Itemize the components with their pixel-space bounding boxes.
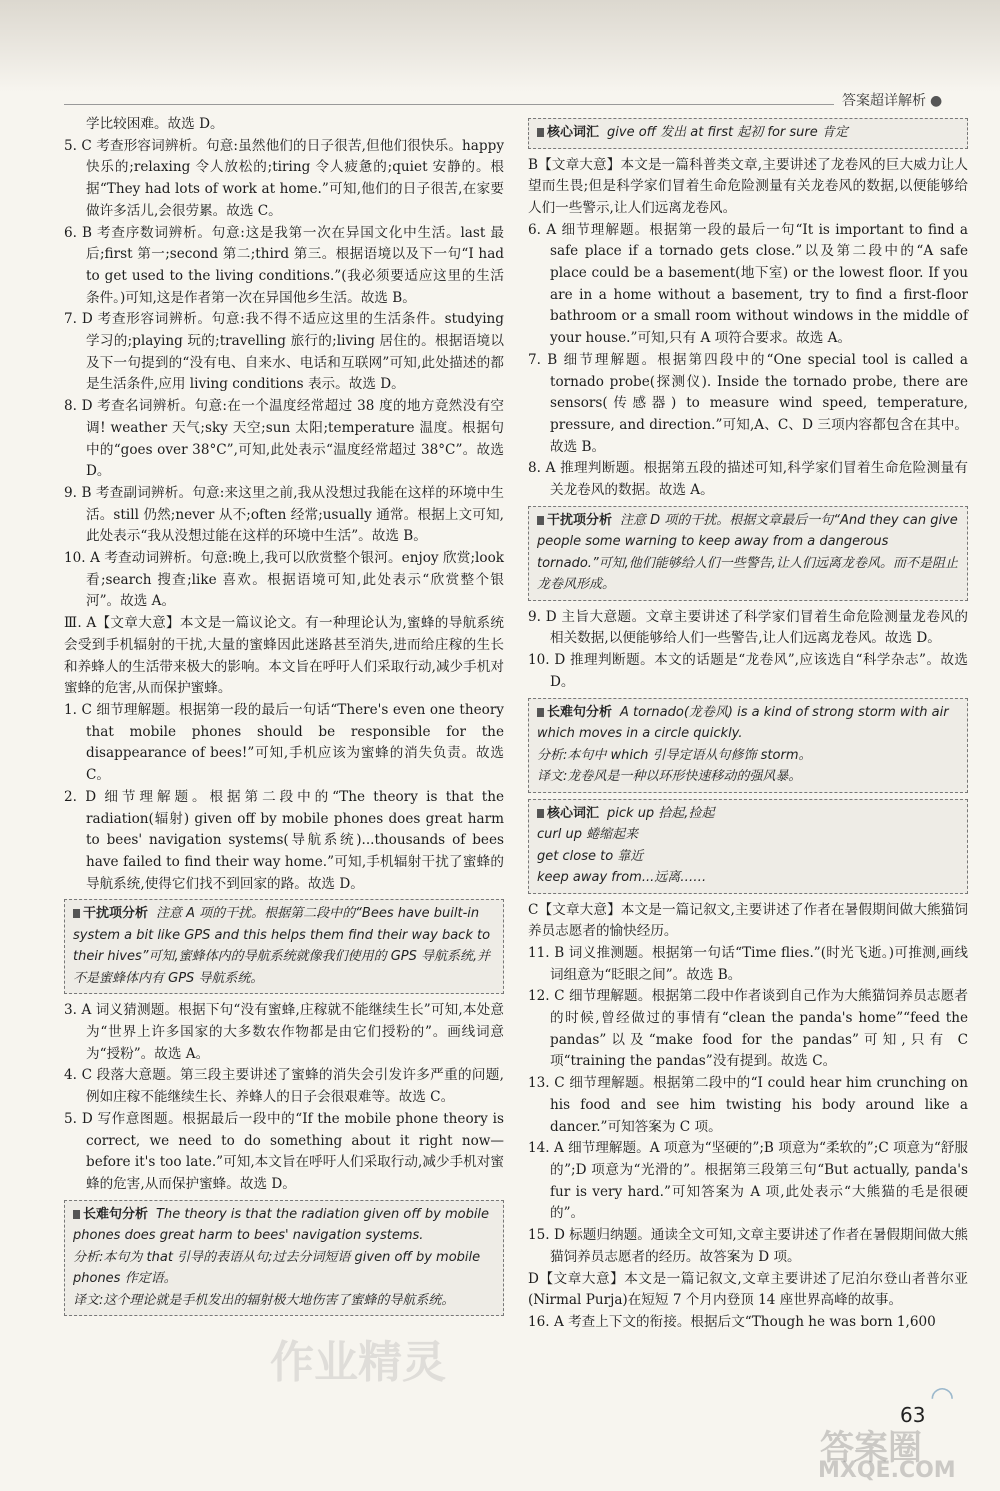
distractor-analysis-box xyxy=(64,899,504,994)
section-a-summary: Ⅲ. A【文章大意】本文是一篇议论文。有一种理论认为,蜜蜂的导航系统会受到手机辐射的干扰,大量的蜜蜂因此迷路甚至消失,进而给庄稼的生长和养蜂人的生活带来极大的影响。本文旨在呼吁人们采取行动,减少手机对蜜蜂的危害,从而保护蜜蜂。 xyxy=(64,615,504,697)
answer-item-6: 6. B 考查序数词辨析。句意:这是我第一次在异国文化中生活。last 最后;first 第一;second 第二;third 第三。根据语境以及下一句“I had to get used to the living conditions.”(我必须要适应这里的生活条件。)可知,这是作者第一次在异国他乡生活。故选 B。 xyxy=(64,224,504,306)
box-title: 核心词汇 xyxy=(537,806,599,821)
core-vocabulary-box xyxy=(528,799,968,894)
left-column xyxy=(64,114,504,1322)
answer-item-c12: 12. C 细节理解题。根据第二段中作者谈到自己作为大熊猫饲养员志愿者的时候,曾经做过的事情有“clean the panda's home”“feed the pandas”以及“make food for the pandas”可知,只有 C 项“training the pandas”没有提到。故选 C。 xyxy=(528,988,968,1070)
answer-item-b7: 7. B 细节理解题。根据第四段中的“One special tool is called a tornado probe(探测仪). Inside the tornado probe, there are sensors(传感器) to measure wind speed, temperature, pressure, and direction.”可知,A、C、D 三项内容都包含在其中。故选 B。 xyxy=(528,351,968,455)
box-title: 核心词汇 xyxy=(537,125,599,140)
vocab-entry: curl up 蜷缩起来 xyxy=(537,827,639,843)
answer-item-b8: 8. A 推理判断题。根据第五段的描述可知,科学家们冒着生命危险测量有关龙卷风的数据。故选 A。 xyxy=(528,460,968,499)
answer-item-b10: 10. D 推理判断题。本文的话题是“龙卷风”,应该选自“科学杂志”。故选 D。 xyxy=(528,652,968,690)
section-c-summary: C【文章大意】本文是一篇记叙文,主要讲述了作者在暑假期间做大熊猫饲养员志愿者的愉快经历。 xyxy=(528,901,968,940)
answer-item-10: 10. A 考查动词辨析。句意:晚上,我可以欣赏整个银河。enjoy 欣赏;look 看;search 搜查;like 喜欢。根据语境可知,此处表示“欣赏整个银河”。故选 A。 xyxy=(64,550,504,610)
answer-item-7: 7. D 考查形容词辨析。句意:我不得不适应这里的生活条件。studying 学习的;playing 玩的;travelling 旅行的;living 居住的。根据语境以及下一句提到的“没有电、自来水、电话和互联网”可知,此处描述的都是生活条件,应用 living conditions 表示。故选 D。 xyxy=(64,311,504,393)
paragraph: 学比较困难。故选 D。 xyxy=(86,116,224,132)
right-column xyxy=(528,114,968,1334)
header-rule xyxy=(64,104,834,105)
section-b-summary: B【文章大意】本文是一篇科普类文章,主要讲述了龙卷风的巨大威力让人望而生畏;但是科学家们冒着生命危险测量有关龙卷风的数据,以便能够给人们一些警示,让人们远离龙卷风。 xyxy=(528,156,968,216)
answer-item-8: 8. D 考查名词辨析。句意:在一个温度经常超过 38 度的地方竟然没有空调! weather 天气;sky 天空;sun 太阳;temperature 温度。根据句中的“goes over 38°C”,可知,此处表示“温度经常超过 38°C”。故选 D。 xyxy=(64,398,504,480)
running-header xyxy=(842,90,962,114)
distractor-analysis-box xyxy=(528,506,968,601)
vocab-entry: keep away from...远离…… xyxy=(537,870,707,886)
vocab-entry: get close to 靠近 xyxy=(537,848,644,864)
answer-item-b6: 6. A 细节理解题。根据第一段的最后一句“It is important to find a safe place if a tornado gets close.”以及第二段中的“A safe place could be a basement(地下室) or the lowest floor. If you are in a home without a basement, try to find a first-floor bathroom or a small room without windows in the middle of your house.”可知,只有 A 项符合要求。故选 A。 xyxy=(528,221,968,347)
vocab-entry: pick up 拾起,捡起 xyxy=(607,805,715,821)
running-header-text: 答案超详解析 xyxy=(842,93,926,109)
answer-item-c11: 11. B 词义推测题。根据第一句话“Time flies.”(时光飞逝。)可推测,画线词组意为“眨眼之间”。故选 B。 xyxy=(528,944,968,983)
box-title: 长难句分析 xyxy=(537,705,612,720)
box-title: 干扰项分析 xyxy=(537,513,612,528)
answer-item-a4: 4. C 段落大意题。第三段主要讲述了蜜蜂的消失会引发许多严重的问题,例如庄稼不能继续生长、养蜂人的日子会很艰难等。故选 C。 xyxy=(64,1067,504,1106)
long-sentence-analysis-box xyxy=(64,1200,504,1317)
answer-item-b9: 9. D 主旨大意题。文章主要讲述了科学家们冒着生命危险测量龙卷风的相关数据,以便能够给人们一些警告,让人们远离龙卷风。故选 D。 xyxy=(528,608,968,647)
answer-item-5: 5. C 考查形容词辨析。句意:虽然他们的日子很苦,但他们很快乐。happy 快乐的;relaxing 令人放松的;tiring 令人疲惫的;quiet 安静的。根据“They had lots of work at home.”可知,他们的日子很苦,在家要做许多活儿,会很劳累。故选 C。 xyxy=(64,137,504,219)
watermark-stamp: 作业精灵 xyxy=(270,1337,446,1388)
answer-item-a1: 1. C 细节理解题。根据第一段的最后一句话“There's even one theory that mobile phones should be responsible for the disappearance of bees!”可知,手机应该为蜜蜂的消失负责。故选 C。 xyxy=(64,701,504,784)
core-vocabulary-box xyxy=(528,118,968,149)
answer-item-d16: 16. A 考查上下文的衔接。根据后文“Though he was born 1,600 xyxy=(528,1313,936,1330)
answer-item-c15: 15. D 标题归纳题。通读全文可知,文章主要讲述了作者在暑假期间做大熊猫饲养员志愿者的经历。故答案为 D 项。 xyxy=(528,1227,968,1265)
section-d-summary: D【文章大意】本文是一篇记叙文,文章主要讲述了尼泊尔登山者普尔亚(Nirmal Purja)在短短 7 个月内登顶 14 座世界高峰的故事。 xyxy=(528,1270,968,1309)
box-analysis: 分析:本句为 that 引导的表语从句;过去分词短语 given off by mobile phones 作定语。 xyxy=(73,1249,481,1287)
answer-item-c14: 14. A 细节理解题。A 项意为“坚硬的”;B 项意为“柔软的”;C 项意为“舒服的”;D 项意为“光滑的”。根据第三段第三句“But actually, panda's fur is very hard.”可知答案为 A 项,此处表示“大熊猫的毛是很硬的”。 xyxy=(528,1140,968,1222)
dolphin-logo-icon: ◠ xyxy=(930,1380,955,1413)
box-title: 长难句分析 xyxy=(73,1207,148,1222)
scan-top-band xyxy=(0,0,1000,92)
watermark-logo: 答案圈 xyxy=(820,1428,922,1468)
answer-item-9: 9. B 考查副词辨析。句意:来这里之前,我从没想过我能在这样的环境中生活。still 仍然;never 从不;often 经常;usually 通常。根据上文可知,此处表示“我从没想过能在这样的环境中生活”。故选 B。 xyxy=(64,484,504,545)
box-title: 干扰项分析 xyxy=(73,906,148,921)
bullet-icon: ● xyxy=(930,93,943,109)
box-text: give off 发出 at first 起初 for sure 肯定 xyxy=(607,125,848,140)
box-sentence: A tornado(龙卷风) is a kind of strong storm with air which moves in a circle quickly. xyxy=(537,704,949,742)
page-number: 63 xyxy=(900,1403,926,1427)
box-text: 注意 D 项的干扰。根据文章最后一句“And they can give people some warning to keep away from a dangerous tornado.”可知,他们能够给人们一些警告,让人们远离龙卷风。而不是阻止龙卷风形成。 xyxy=(537,512,958,593)
answer-item-a2: 2. D 细节理解题。根据第二段中的“The theory is that the radiation(辐射) given off by mobile phones does great harm to bees' navigation systems(导航系统)...thousands of bees have failed to find their way home.”可知,手机辐射干扰了蜜蜂的导航系统,使得它们找不到回家的路。故选 D。 xyxy=(64,788,504,892)
box-analysis: 分析:本句中 which 引导定语从句修饰 storm。 xyxy=(537,747,812,763)
box-text: 注意 A 项的干扰。根据第二段中的“Bees have built-in system a bit like GPS and this helps them find their way back to their hives”可知,蜜蜂体内的导航系统就像我们使用的 GPS 导航系统,并不是蜜蜂体内有 GPS 导航系统。 xyxy=(73,906,491,986)
long-sentence-analysis-box xyxy=(528,698,968,793)
box-translation: 译文:这个理论就是手机发出的辐射极大地伤害了蜜蜂的导航系统。 xyxy=(73,1292,455,1308)
answer-item-a3: 3. A 词义猜测题。根据下句“没有蜜蜂,庄稼就不能继续生长”可知,本处意为“世界上许多国家的大多数农作物都是由它们授粉的”。画线词意为“授粉”。故选 A。 xyxy=(64,1002,504,1062)
answer-item-a5: 5. D 写作意图题。根据最后一段中的“If the mobile phone theory is correct, we need to do something about it right now—before it's too late.”可知,本文旨在呼吁人们采取行动,减少手机对蜜蜂的危害,从而保护蜜蜂。故选 D。 xyxy=(64,1110,504,1192)
box-translation: 译文:龙卷风是一种以环形快速移动的强风暴。 xyxy=(537,769,802,785)
watermark-site: MXQE.COM xyxy=(818,1458,956,1483)
box-sentence: The theory is that the radiation given off by mobile phones does great harm to bees' navigation systems. xyxy=(73,1206,490,1244)
answer-item-c13: 13. C 细节理解题。根据第二段中的“I could hear him crunching on his food and see him twisting his body around like a dancer.”可知答案为 C 项。 xyxy=(528,1075,968,1135)
